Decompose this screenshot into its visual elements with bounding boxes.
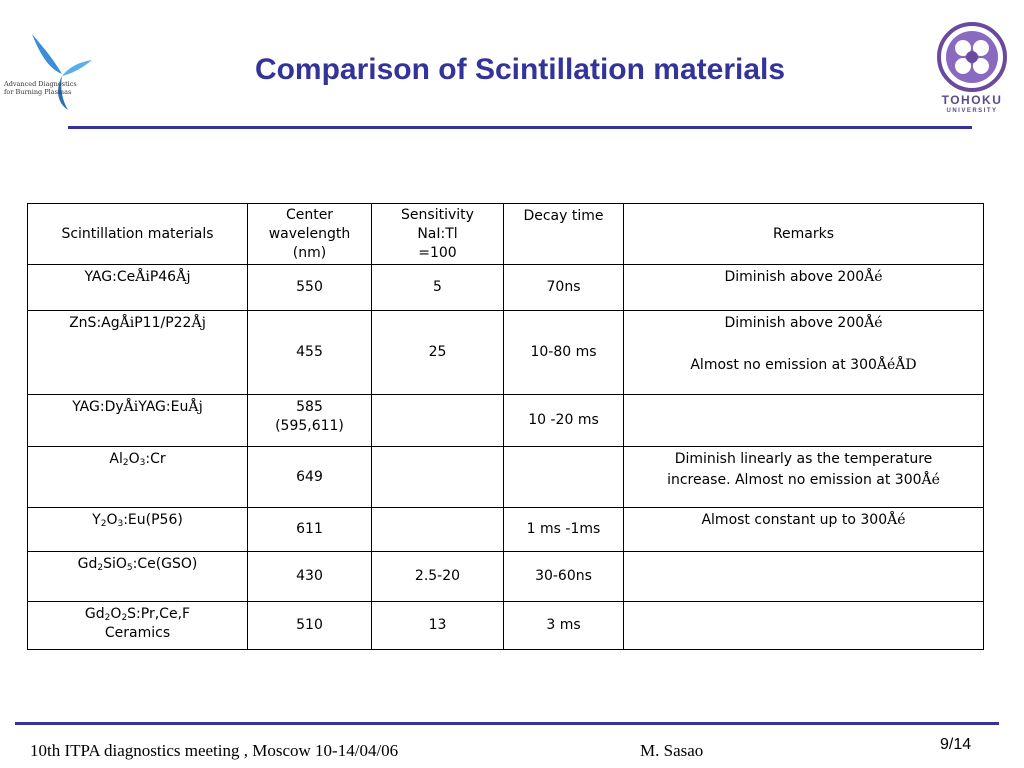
cell-remarks — [624, 447, 984, 508]
cell-decay — [504, 447, 624, 508]
remarks-glyph: ÅéÅD — [876, 357, 917, 373]
left-logo-text-line: Advanced Diagnostics — [4, 80, 77, 88]
cell-sensitivity: 13 — [372, 602, 504, 650]
material-text: Ceramics — [104, 625, 171, 641]
remarks-text: Diminish above 200 — [724, 269, 865, 285]
material-text: 2 — [121, 613, 128, 623]
header-wavelength-line: (nm) — [292, 244, 327, 261]
cell-sensitivity — [372, 447, 504, 508]
cell-sensitivity — [372, 508, 504, 552]
material-text: P46 — [149, 269, 177, 285]
cell-decay: 70ns — [504, 265, 624, 311]
cell-material — [28, 508, 248, 552]
remarks-line — [628, 356, 979, 375]
material-glyph: Åi — [135, 269, 150, 285]
material-text: 2 — [100, 519, 107, 529]
cell-wavelength — [248, 311, 372, 395]
cell-material — [28, 311, 248, 395]
cell-wavelength — [248, 395, 372, 447]
cell-material — [28, 552, 248, 602]
wavelength-line: 430 — [296, 568, 323, 584]
header-sensitivity — [372, 204, 504, 265]
remarks-text: Almost no emission at 300 — [690, 357, 877, 373]
material-text: Gd — [77, 556, 98, 572]
material-text: Al — [109, 451, 123, 467]
cell-material — [28, 265, 248, 311]
wavelength-line: 455 — [296, 344, 323, 360]
material-text: Gd — [84, 606, 105, 622]
table-row — [28, 311, 984, 395]
remarks-glyph: Åé — [887, 512, 906, 528]
remarks-line — [628, 335, 979, 354]
wavelength-line: (595,611) — [275, 418, 344, 434]
title-divider — [68, 126, 972, 129]
cell-remarks — [624, 265, 984, 311]
material-text: :Eu(P56) — [123, 512, 183, 528]
material-glyph: Åi — [119, 315, 135, 331]
cell-sensitivity: 25 — [372, 311, 504, 395]
material-glyph: Åj — [188, 399, 203, 415]
material-text: O — [110, 606, 122, 622]
university-name: TOHOKU — [941, 93, 1003, 107]
remarks-text: Diminish above 200 — [724, 315, 865, 331]
material-text: :Ce(GSO) — [132, 556, 198, 572]
table-row — [28, 602, 984, 650]
table-row — [28, 508, 984, 552]
wavelength-line: 550 — [296, 279, 323, 295]
left-logo-text-line: for Burning Plasmas — [4, 88, 72, 96]
cell-material — [28, 395, 248, 447]
cell-sensitivity: 5 — [372, 265, 504, 311]
cell-wavelength — [248, 552, 372, 602]
scintillation-table — [27, 203, 984, 650]
remarks-line — [628, 511, 979, 530]
remarks-text: Almost constant up to 300 — [701, 512, 888, 528]
cell-wavelength — [248, 447, 372, 508]
header-wavelength-line: Center — [285, 206, 334, 223]
table-row — [28, 395, 984, 447]
wavelength-line: 510 — [296, 617, 323, 633]
material-text: Y — [92, 512, 101, 528]
cell-remarks — [624, 311, 984, 395]
cell-wavelength — [248, 508, 372, 552]
material-text: 2 — [104, 613, 111, 623]
remarks-glyph: Åé — [864, 269, 883, 285]
table-row — [28, 552, 984, 602]
university-subname: UNIVERSITY — [946, 108, 998, 114]
material-glyph: Åj — [191, 315, 206, 331]
cell-sensitivity: 2.5-20 — [372, 552, 504, 602]
header-wavelength — [248, 204, 372, 265]
remarks-text: Diminish linearly as the temperature — [674, 451, 933, 467]
material-glyph: Åi — [123, 399, 139, 415]
header-sensitivity-line: Sensitivity — [401, 206, 474, 223]
material-text: O — [106, 512, 118, 528]
remarks-line — [628, 268, 979, 287]
material-text: ZnS:Ag — [69, 315, 120, 331]
remarks-line — [628, 314, 979, 333]
page-number: 9/14 — [940, 736, 972, 753]
material-text: SiO — [103, 556, 127, 572]
material-text: 3 — [139, 458, 146, 468]
cell-decay: 10-80 ms — [504, 311, 624, 395]
footer-divider — [15, 722, 999, 725]
header-sensitivity-line: =100 — [418, 244, 457, 261]
material-text: 3 — [117, 519, 124, 529]
cell-decay: 30-60ns — [504, 552, 624, 602]
cell-remarks — [624, 395, 984, 447]
swallow-logo-icon — [22, 30, 94, 112]
wavelength-line: 649 — [296, 468, 323, 485]
table-header-row — [28, 204, 984, 265]
material-text: YAG:Eu — [138, 399, 189, 415]
material-text: O — [128, 451, 140, 467]
wavelength-line: 585 — [296, 399, 323, 415]
remarks-line — [628, 450, 979, 469]
header-remarks: Remarks — [624, 204, 984, 265]
material-text: 2 — [122, 458, 129, 468]
header-wavelength-line: wavelength — [268, 225, 351, 242]
cell-decay: 10 -20 ms — [504, 395, 624, 447]
cell-remarks — [624, 602, 984, 650]
material-text: P11/P22 — [134, 315, 192, 331]
tohoku-seal-icon — [937, 22, 1007, 92]
cell-sensitivity — [372, 395, 504, 447]
material-text: :Cr — [145, 451, 166, 467]
right-logo — [932, 22, 1012, 122]
remarks-text: increase. Almost no emission at 300 — [667, 472, 922, 488]
cell-decay: 3 ms — [504, 602, 624, 650]
header-material: Scintillation materials — [28, 204, 248, 265]
remarks-glyph: Åé — [921, 472, 940, 488]
cell-material — [28, 447, 248, 508]
footer-author: M. Sasao — [640, 741, 704, 760]
table-row — [28, 447, 984, 508]
wavelength-line: 611 — [296, 521, 323, 537]
page-title: Comparison of Scintillation materials — [254, 53, 786, 86]
table-row — [28, 265, 984, 311]
header-sensitivity-line: NaI:Tl — [417, 225, 458, 242]
material-text: S:Pr,Ce,F — [127, 606, 191, 622]
material-text: 5 — [126, 563, 133, 573]
material-glyph: Åj — [176, 269, 191, 285]
remarks-line — [628, 471, 979, 490]
material-text: YAG:Ce — [84, 269, 136, 285]
material-text: 2 — [97, 563, 104, 573]
cell-decay: 1 ms -1ms — [504, 508, 624, 552]
cell-wavelength — [248, 602, 372, 650]
left-logo — [4, 30, 96, 114]
footer-meeting: 10th ITPA diagnostics meeting , Moscow 10-14/04/06 — [30, 741, 399, 760]
cell-wavelength — [248, 265, 372, 311]
header-decay: Decay time — [504, 204, 624, 265]
cell-remarks — [624, 508, 984, 552]
remarks-glyph: Åé — [864, 315, 883, 331]
cell-remarks — [624, 552, 984, 602]
material-text: YAG:Dy — [72, 399, 124, 415]
cell-material — [28, 602, 248, 650]
